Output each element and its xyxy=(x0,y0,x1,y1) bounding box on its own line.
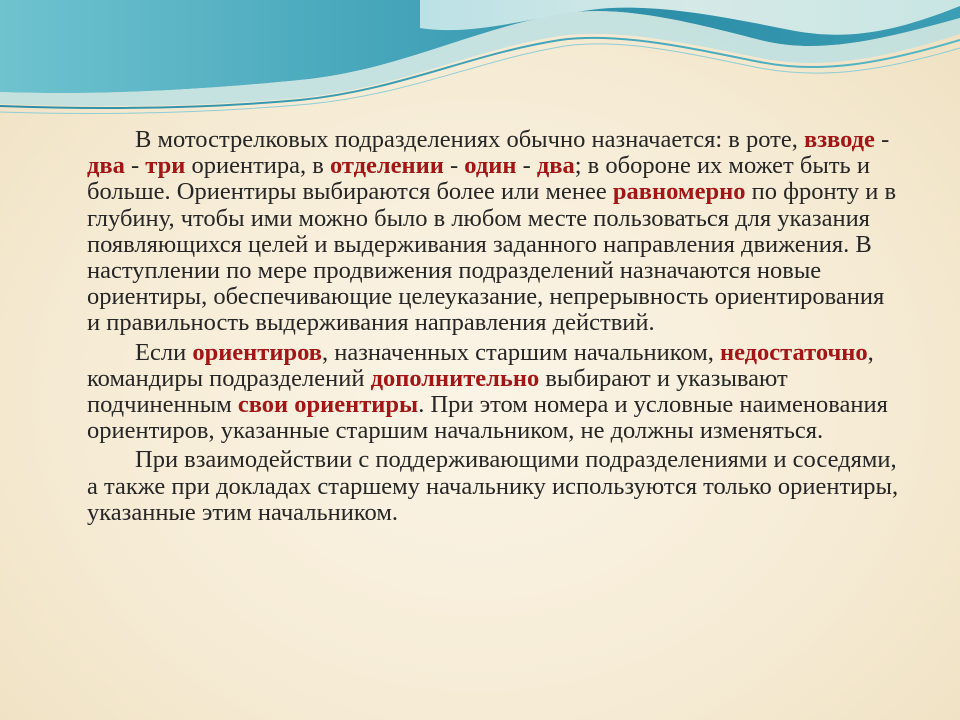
highlighted-term: равномерно xyxy=(612,178,746,206)
text-segment: , назначенных старшим начальником, xyxy=(321,338,720,366)
paragraph-2 xyxy=(87,340,902,445)
text-segment: по фронту и в глубину, чтобы ими можно было в любом месте пользоваться для указания появляющихся целей и выдерживания заданного направления движения. В наступлении по мере продвижения подразделений назначаются новые ориентиры, обеспечивающие целеуказание, непрерывность ориентирования и правильность выдерживания направления действий. xyxy=(87,178,897,337)
highlighted-term: дополнительно xyxy=(370,364,540,392)
highlighted-term: один xyxy=(464,152,517,180)
text-segment: В мотострелковых подразделениях обычно назначается: в роте, xyxy=(135,126,804,153)
text-segment: - xyxy=(516,152,537,180)
text-segment: ориентира, в xyxy=(185,152,330,180)
highlighted-term: свои ориентиры xyxy=(237,391,419,419)
text-segment: выбирают и указывают подчиненным xyxy=(87,364,788,419)
text-segment: Если xyxy=(135,338,193,366)
highlighted-term: два xyxy=(87,152,125,180)
text-segment: . При этом номера и условные наименования ориентиров, указанные старшим начальником, не должны изменяться. xyxy=(87,391,888,445)
text-segment: При взаимодействии с поддерживающими подразделениями и соседями, а также при докладах старшему начальнику используются только ориентиры, указанные этим начальником. xyxy=(87,446,899,526)
highlighted-term: отделении xyxy=(329,152,444,180)
highlighted-term: ориентиров xyxy=(192,338,322,366)
highlighted-term: взводе xyxy=(803,126,875,153)
text-segment: , командиры подразделений xyxy=(87,338,874,392)
highlighted-term: три xyxy=(145,152,186,180)
highlighted-term: два xyxy=(536,152,575,180)
text-segment: - xyxy=(443,152,465,180)
paragraph-1 xyxy=(87,127,902,337)
text-segment: - xyxy=(124,152,146,180)
text-segment: ; в обороне их может быть и больше. Ориентиры выбираются более или менее xyxy=(87,152,870,206)
slide-text-body xyxy=(87,127,902,529)
text-segment: - xyxy=(874,126,890,153)
highlighted-term: недостаточно xyxy=(719,338,868,366)
header-waves-decoration xyxy=(0,0,960,130)
paragraph-3 xyxy=(87,447,902,526)
